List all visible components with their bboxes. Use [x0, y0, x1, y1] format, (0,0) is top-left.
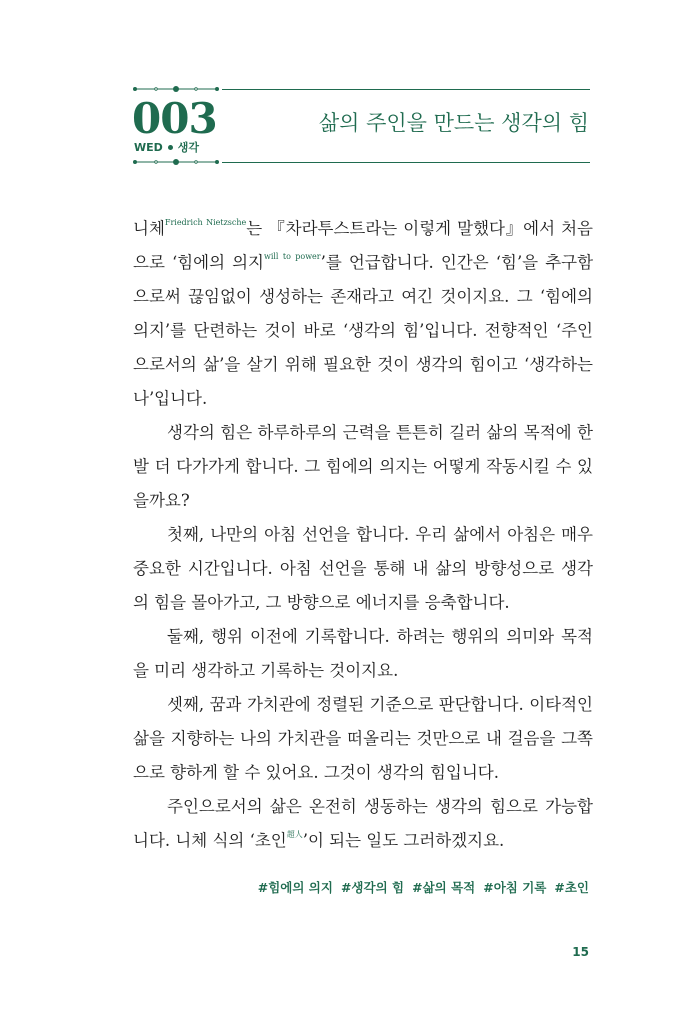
paragraph-4: 둘째, 행위 이전에 기록합니다. 하려는 행위의 의미와 목적을 미리 생각하고 기록하는 것이지요. [133, 627, 593, 680]
footnote-choin: 超人 [286, 830, 303, 839]
paragraph-5: 셋째, 꿈과 가치관에 정렬된 기준으로 판단합니다. 이타적인 삶을 지향하는 나의 가치관을 떠올리는 것만으로 내 걸음을 그쪽으로 향하게 할 수 있어요. 그것이 생각의 힘입니다. [133, 695, 593, 782]
page-title: 삶의 주인을 만드는 생각의 힘 [318, 111, 589, 135]
text-run: 주인으로서의 삶은 온전히 생동하는 생각의 힘으로 가능합니다. 니체 식의 ‘초인 [133, 797, 593, 850]
text-run: ’를 언급합니다. 인간은 ‘힘’을 추구함으로써 끊임없이 생성하는 존재라고 여긴 것이지요. 그 ‘힘에의 의지’를 단련하는 것이 바로 ‘생각의 힘’입니다. 전향적인 ‘주인으로서의 삶’을 살기 위해 필요한 것이 생각의 힘이고 ‘생각하는 나’입니다. [133, 253, 594, 408]
paragraph-3: 첫째, 나만의 아침 선언을 합니다. 우리 삶에서 아침은 매우 중요한 시간입니다. 아침 선언을 통해 내 삶의 방향성으로 생각의 힘을 몰아가고, 그 방향으로 에너지를 응축합니다. [133, 525, 593, 612]
body-text [133, 212, 593, 858]
text-run: 는 『차라투스트라는 이렇게 말했다』에서 처음으로 ‘힘에의 의지 [133, 219, 594, 272]
category-label: 생각 [177, 141, 200, 154]
paragraph-1 [133, 212, 593, 416]
hashtag-list [250, 878, 589, 896]
ornament-bottom [131, 156, 221, 168]
header-rule-top [222, 89, 590, 90]
hashtag: #생각의 힘 [340, 880, 405, 895]
footnote-friedrich-nietzsche: Friedrich Nietzsche [164, 218, 247, 227]
paragraph-2: 생각의 힘은 하루하루의 근력을 튼튼히 길러 삶의 목적에 한발 더 다가가게 합니다. 그 힘에의 의지는 어떻게 작동시킬 수 있을까요? [133, 423, 593, 510]
hashtag: #삶의 목적 [412, 880, 476, 895]
weekday-label: WED [134, 141, 163, 154]
hashtag: #초인 [554, 880, 589, 895]
text-run: ’이 되는 일도 그러하겠지요. [302, 831, 505, 850]
day-number: 003 [132, 94, 217, 143]
hashtag: #아침 기록 [483, 880, 547, 895]
page-number: 15 [572, 945, 589, 959]
paragraph-6 [133, 790, 593, 858]
footnote-will-to-power: will to power [263, 252, 321, 261]
hashtag: #힘에의 의지 [257, 880, 333, 895]
day-subtitle [134, 141, 199, 155]
header-rule-bottom [222, 162, 590, 163]
separator-dot [168, 145, 173, 150]
text-run: 니체 [133, 219, 165, 238]
